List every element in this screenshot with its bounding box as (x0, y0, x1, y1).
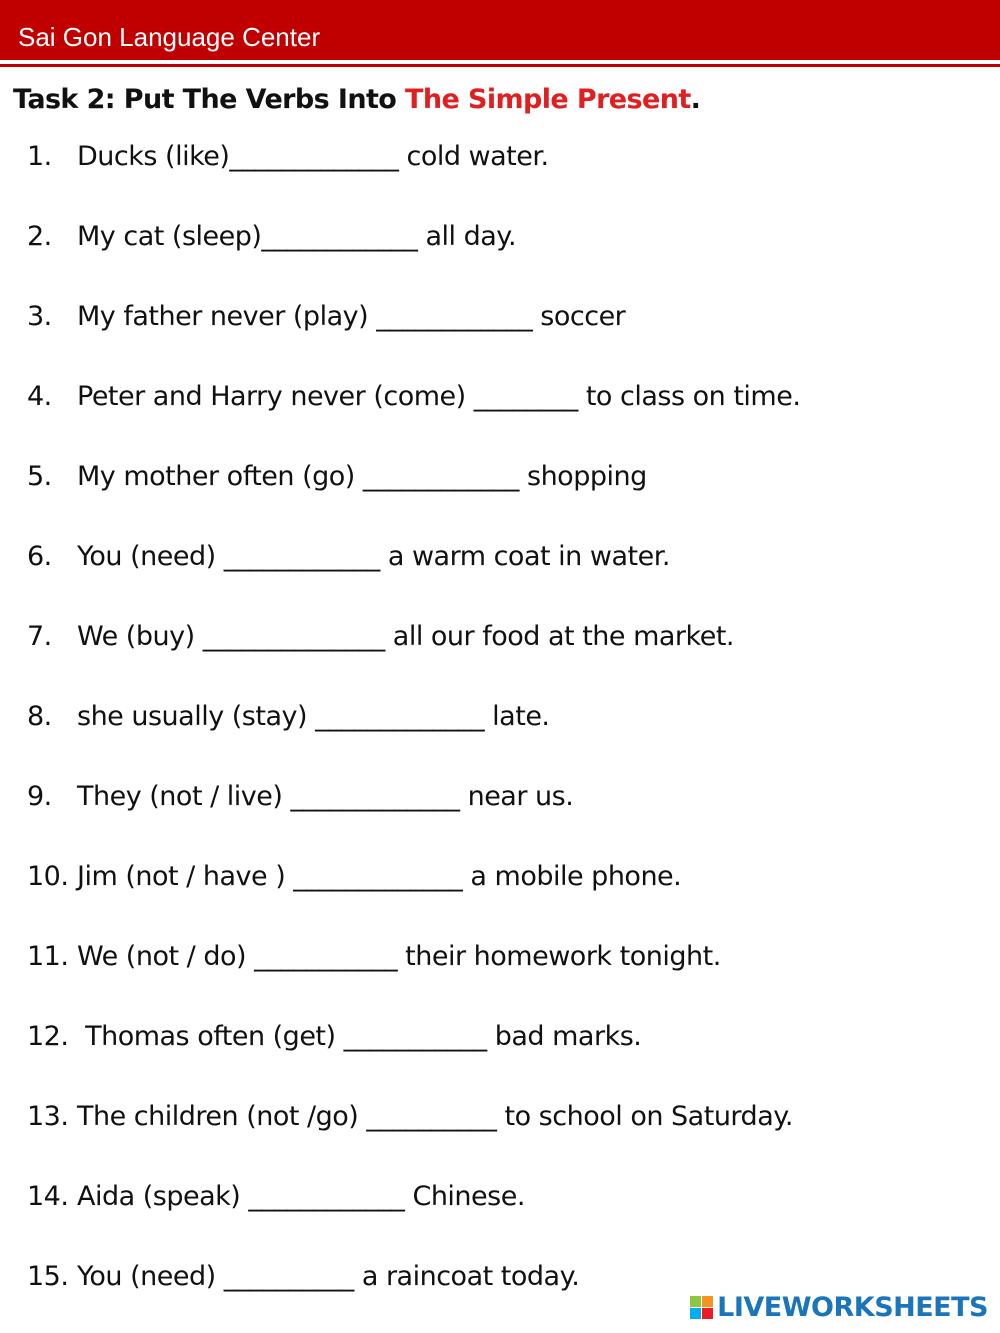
exercise-item (27, 301, 625, 333)
item-number: 10. (27, 861, 69, 892)
item-text: Aida (speak) ____________ Chinese. (77, 1181, 525, 1212)
exercise-item (27, 1261, 579, 1293)
item-number: 14. (27, 1181, 69, 1212)
task-title-suffix: . (690, 84, 701, 115)
item-text: My father never (play) ____________ soccer (77, 301, 626, 332)
header-divider (0, 64, 1000, 67)
item-number: 3. (27, 301, 52, 332)
exercise-item (27, 221, 516, 253)
item-number: 11. (27, 941, 69, 972)
item-number: 4. (27, 381, 52, 412)
item-number: 13. (27, 1101, 69, 1132)
exercise-item (27, 941, 721, 973)
item-text: Peter and Harry never (come) ________ to class on time. (77, 381, 801, 412)
liveworksheets-logo-icon (690, 1296, 714, 1320)
exercise-item (27, 781, 573, 813)
item-number: 8. (27, 701, 52, 732)
item-text: You (need) ____________ a warm coat in water. (77, 541, 670, 572)
exercise-item (27, 541, 670, 573)
task-title (13, 84, 700, 115)
item-text: We (not / do) ___________ their homework tonight. (77, 941, 721, 972)
item-text: They (not / live) _____________ near us. (77, 781, 574, 812)
item-number: 12. (27, 1021, 69, 1052)
header-title: Sai Gon Language Center (18, 22, 321, 52)
exercise-item (27, 1181, 525, 1213)
exercise-item (27, 1101, 793, 1133)
exercise-item (27, 621, 734, 653)
exercise-item (27, 701, 550, 733)
exercise-item (27, 141, 549, 173)
exercise-item (27, 461, 647, 493)
item-text: Thomas often (get) ___________ bad marks. (77, 1021, 642, 1052)
item-text: she usually (stay) _____________ late. (77, 701, 550, 732)
item-text: My mother often (go) ____________ shopping (77, 461, 647, 492)
item-number: 5. (27, 461, 52, 492)
task-title-highlight: The Simple Present (405, 84, 691, 115)
item-number: 2. (27, 221, 52, 252)
exercise-item (27, 381, 800, 413)
item-number: 6. (27, 541, 52, 572)
watermark-text: LIVEWORKSHEETS (717, 1292, 988, 1323)
exercise-item (27, 861, 681, 893)
item-text: Jim (not / have ) _____________ a mobile phone. (77, 861, 682, 892)
item-text: My cat (sleep)____________ all day. (77, 221, 517, 252)
exercise-item (27, 1021, 641, 1053)
item-text: We (buy) ______________ all our food at the market. (77, 621, 734, 652)
item-text: Ducks (like)_____________ cold water. (77, 141, 549, 172)
header-bar (0, 0, 1000, 60)
item-number: 9. (27, 781, 52, 812)
item-text: The children (not /go) __________ to school on Saturday. (77, 1101, 793, 1132)
item-number: 15. (27, 1261, 69, 1292)
item-number: 1. (27, 141, 52, 172)
item-text: You (need) __________ a raincoat today. (77, 1261, 580, 1292)
liveworksheets-watermark (690, 1292, 988, 1323)
task-title-prefix: Task 2: Put The Verbs Into (13, 84, 406, 115)
item-number: 7. (27, 621, 52, 652)
